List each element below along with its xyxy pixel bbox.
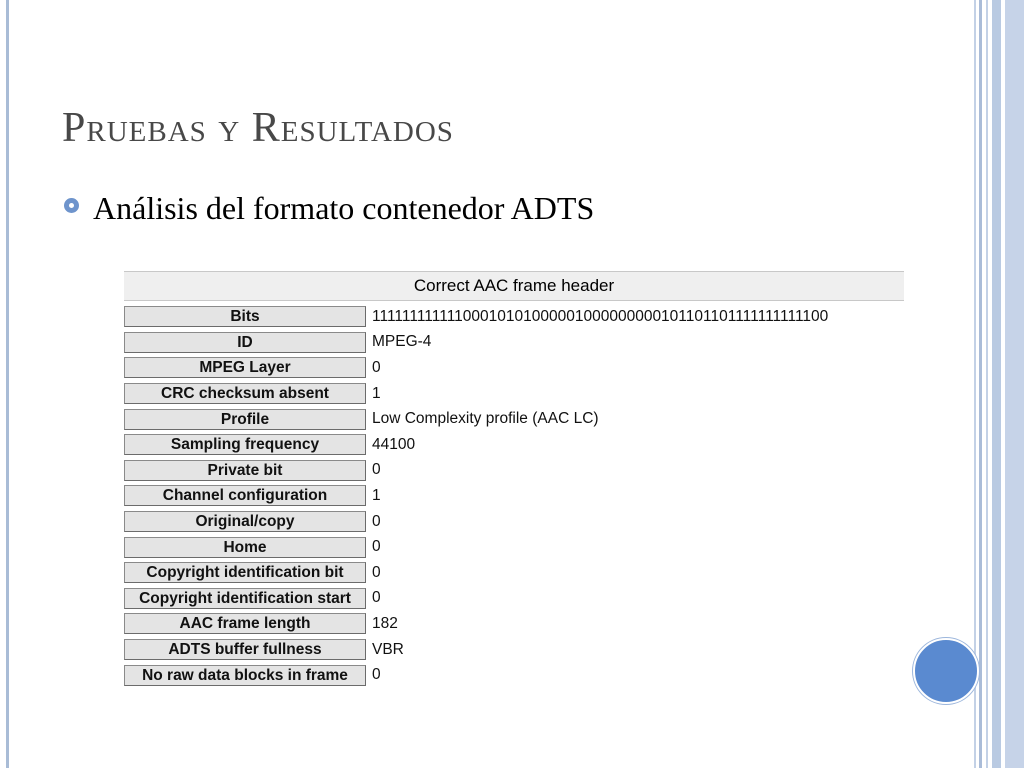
left-decorative-rule <box>6 0 9 768</box>
table-row <box>124 355 904 381</box>
field-value: VBR <box>372 640 404 658</box>
field-value: 11111111111100010101000001000000000101101101111111111100 <box>372 307 829 325</box>
field-value: 0 <box>372 358 381 376</box>
field-label: Sampling frequency <box>124 434 366 455</box>
field-label: AAC frame length <box>124 613 366 634</box>
table-row <box>124 458 904 484</box>
field-value: Low Complexity profile (AAC LC) <box>372 410 599 428</box>
table-row <box>124 381 904 407</box>
field-value: MPEG-4 <box>372 333 432 351</box>
field-value: 0 <box>372 512 381 530</box>
table-title: Correct AAC frame header <box>124 271 904 301</box>
table-rows <box>124 304 904 688</box>
field-value: 1 <box>372 384 381 402</box>
field-value: 0 <box>372 538 381 556</box>
table-row <box>124 483 904 509</box>
field-value: 0 <box>372 563 381 581</box>
table-row <box>124 586 904 612</box>
table-row <box>124 406 904 432</box>
decorative-bar <box>979 0 982 768</box>
right-decorative-bars <box>974 0 1024 768</box>
field-label: Profile <box>124 409 366 430</box>
field-value: 1 <box>372 486 381 504</box>
field-value: 44100 <box>372 435 416 453</box>
field-label: ID <box>124 332 366 353</box>
field-label: Copyright identification start <box>124 588 366 609</box>
slide-title: Pruebas y Resultados <box>62 105 454 151</box>
field-label: Original/copy <box>124 511 366 532</box>
field-label: ADTS buffer fullness <box>124 639 366 660</box>
field-label: Home <box>124 537 366 558</box>
table-row <box>124 304 904 330</box>
table-row <box>124 534 904 560</box>
decorative-bar <box>992 0 1001 768</box>
decorative-circle <box>913 638 979 704</box>
table-row <box>124 560 904 586</box>
field-label: MPEG Layer <box>124 357 366 378</box>
field-value: 0 <box>372 666 381 684</box>
decorative-bar <box>974 0 976 768</box>
table-row <box>124 432 904 458</box>
field-label: CRC checksum absent <box>124 383 366 404</box>
field-value: 0 <box>372 589 381 607</box>
bullet-icon <box>64 198 79 213</box>
decorative-bar <box>1005 0 1024 768</box>
bullet-text: Análisis del formato contenedor ADTS <box>93 190 595 226</box>
table-row <box>124 611 904 637</box>
table-row <box>124 637 904 663</box>
field-value: 0 <box>372 461 381 479</box>
field-label: Copyright identification bit <box>124 562 366 583</box>
field-label: Channel configuration <box>124 485 366 506</box>
field-label: Bits <box>124 306 366 327</box>
table-row <box>124 509 904 535</box>
decorative-bar <box>986 0 988 768</box>
table-row <box>124 662 904 688</box>
field-label: No raw data blocks in frame <box>124 665 366 686</box>
field-value: 182 <box>372 614 398 632</box>
table-row <box>124 330 904 356</box>
bullet-item <box>64 190 594 227</box>
aac-frame-header-table <box>124 271 904 688</box>
field-label: Private bit <box>124 460 366 481</box>
